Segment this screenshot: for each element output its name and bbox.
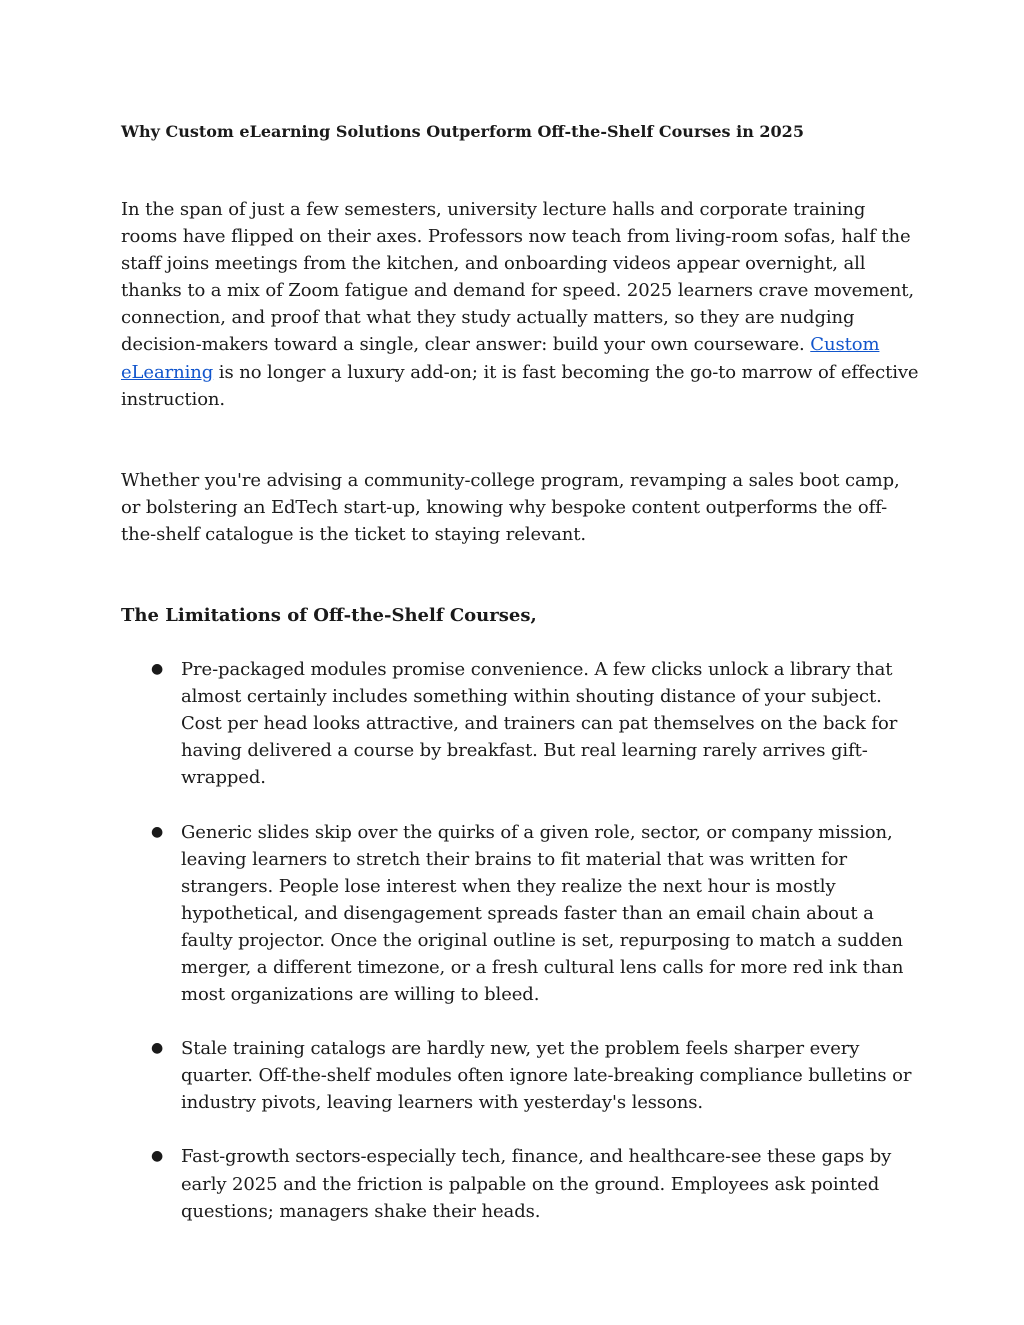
document-title: Why Custom eLearning Solutions Outperform Off-the-Shelf Courses in 2025 [121,122,804,141]
bullet-icon: ● [151,1040,164,1057]
list-item [121,1035,921,1116]
list-item-text: Generic slides skip over the quirks of a given role, sector, or company mission, leaving learners to stretch their brains to fit material that was written for strangers. People lose interest when they realize the next hour is mostly hypothetical, and disengagement spreads faster than an email chain about a faulty projector. Once the original outline is set, repurposing to match a sudden merger, a different timezone, or a fresh cultural lens calls for more red ink than most organizations are willing to bleed. [181,821,904,1006]
list-item-text: Stale training catalogs are hardly new, yet the problem feels sharper every quarter. Off-the-shelf modules often ignore late-breaking compliance bulletins or industry pivots, leaving learners with yesterday's lessons. [181,1038,912,1114]
section-heading: The Limitations of Off-the-Shelf Courses, [121,605,537,627]
intro-text-after-link: is no longer a luxury add-on; it is fast becoming the go-to marrow of effective instruction. [121,361,919,410]
intro-paragraph [121,196,921,413]
document-page [121,118,921,1252]
custom-elearning-link[interactable]: Custom eLearning [121,334,880,383]
list-item-text: Pre-packaged modules promise convenience. A few clicks unlock a library that almost certainly includes something within shouting distance of your subject. Cost per head looks attractive, and trainers can pat themselves on the back for having delivered a course by breakfast. But real learning rarely arrives gift-wrapped. [181,659,898,789]
list-item-text: Fast-growth sectors-especially tech, finance, and healthcare-see these gaps by early 2025 and the friction is palpable on the ground. Employees ask pointed questions; managers shake their heads. [181,1146,892,1222]
intro-text-before-link: In the span of just a few semesters, university lecture halls and corporate training rooms have flipped on their axes. Professors now teach from living-room sofas, half the staff joins meetings from the kitchen, and onboarding videos appear overnight, all thanks to a mix of Zoom fatigue and demand for speed. 2025 learners crave movement, connection, and proof that what they study actually matters, so they are nudging decision-makers toward a single, clear answer: build your own courseware. [121,199,914,356]
bullet-icon: ● [151,823,164,840]
list-item [121,656,921,791]
bullet-icon: ● [151,661,164,678]
second-paragraph: Whether you're advising a community-college program, revamping a sales boot camp, or bolstering an EdTech start-up, knowing why bespoke content outperforms the off-the-shelf catalogue is the ticket to staying relevant. [121,469,900,545]
list-item [121,1143,921,1224]
list-item [121,819,921,1009]
limitations-list [121,656,921,1225]
bullet-icon: ● [151,1148,164,1165]
